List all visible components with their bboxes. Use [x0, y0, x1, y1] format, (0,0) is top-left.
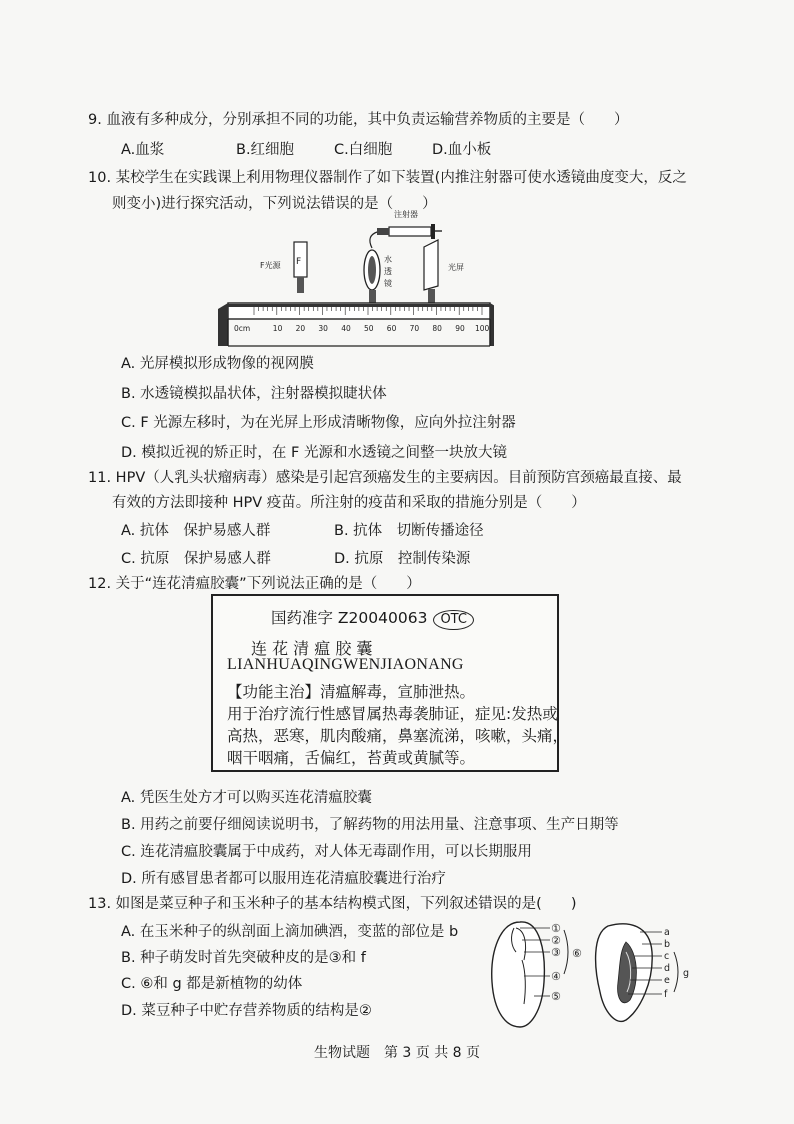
svg-text:水: 水 [384, 255, 392, 264]
bean-label-1: ① [551, 922, 561, 935]
ruler-tick-label: 10 [272, 324, 283, 333]
q10-option-d: D. 模拟近视的矫正时，在 F 光源和水透镜之间整一块放大镜 [121, 445, 507, 461]
q13-stem: 13. 如图是菜豆种子和玉米种子的基本结构模式图，下列叙述错误的是( ) [88, 896, 577, 912]
ruler-tick-label: 50 [364, 324, 374, 333]
function-line-4: 咽干咽痛，舌偏红，苔黄或黄腻等。 [227, 749, 476, 767]
q13-option-c: C. ⑥和 g 都是新植物的幼体 [121, 976, 303, 992]
q11-stem-line2: 有效的方法即接种 HPV 疫苗。所注射的疫苗和采取的措施分别是（ ） [112, 495, 586, 511]
q11-option-d: D. 抗原 控制传染源 [334, 551, 471, 567]
ruler-unit: 0cm [234, 324, 251, 333]
medicine-name-cn: 连 花 清 瘟 胶 囊 [251, 639, 373, 658]
syringe-label: 注射器 [394, 210, 418, 219]
bean-label-6: ⑥ [572, 947, 582, 960]
q10-stem-line1: 10. 某校学生在实践课上利用物理仪器制作了如下装置(内推注射器可使水透镜曲度变大，反之 [88, 170, 687, 186]
bean-label-4: ④ [551, 970, 561, 983]
q9-option-d: D.血小板 [432, 142, 492, 158]
function-line-2: 用于治疗流行性感冒属热毒袭肺证，症见:发热或 [227, 705, 558, 723]
q13-option-b: B. 种子萌发时首先突破种皮的是③和 f [121, 950, 366, 966]
q12-option-b: B. 用药之前要仔细阅读说明书，了解药物的用法用量、注意事项、生产日期等 [121, 817, 619, 833]
q12-option-d: D. 所有感冒患者都可以服用连花清瘟胶囊进行治疗 [121, 871, 446, 887]
medicine-label-box [211, 594, 569, 772]
ruler-tick-label: 80 [432, 324, 442, 333]
f-light-source [260, 242, 307, 293]
q10-option-b: B. 水透镜模拟晶状体，注射器模拟睫状体 [121, 386, 387, 402]
q12-option-c: C. 连花清瘟胶囊属于中成药，对人体无毒副作用，可以长期服用 [121, 844, 532, 860]
otc-badge: OTC [433, 610, 474, 630]
q11-option-c: C. 抗原 保护易感人群 [121, 551, 271, 567]
medicine-name-pinyin: LIANHUAQINGWENJIAONANG [227, 656, 464, 673]
corn-label-e: e [664, 975, 670, 986]
ruler-tick-label: 100 [475, 324, 490, 333]
q10-option-a: A. 光屏模拟形成物像的视网膜 [121, 356, 314, 372]
screen-label: 光屏 [448, 263, 464, 272]
q10-stem-line2: 则变小)进行探究活动，下列说法错误的是（ ） [112, 196, 437, 212]
function-line-1: 【功能主治】清瘟解毒，宣肺泄热。 [227, 683, 476, 701]
f-letter: F [296, 257, 302, 267]
svg-text:镜: 镜 [384, 279, 392, 288]
page-footer: 生物试题 第 3 页 共 8 页 [313, 1045, 481, 1061]
optics-bench-diagram [214, 200, 494, 350]
q13-option-d: D. 菜豆种子中贮存营养物质的结构是② [121, 1003, 372, 1019]
ruler-tick-label: 40 [341, 324, 351, 333]
water-lens [364, 250, 392, 304]
ruler-tick-label: 20 [295, 324, 306, 333]
corn-label-a: a [664, 927, 670, 938]
q9-option-a: A.血浆 [121, 142, 165, 158]
svg-text:透: 透 [384, 267, 392, 276]
syringe [370, 209, 442, 248]
function-line-3: 高热，恶寒，肌肉酸痛，鼻塞流涕，咳嗽，头痛， [227, 727, 569, 745]
corn-label-f: f [664, 989, 668, 1000]
approval-number: 国药准字 Z20040063 [271, 609, 428, 627]
q9-option-b: B.红细胞 [236, 142, 295, 158]
corn-label-d: d [664, 963, 671, 974]
bean-label-5: ⑤ [551, 990, 561, 1003]
q13-option-a: A. 在玉米种子的纵剖面上滴加碘酒，变蓝的部位是 b [121, 924, 459, 940]
bean-label-3: ③ [551, 946, 561, 959]
ruler-tick-label: 70 [409, 324, 420, 333]
f-source-label: F光源 [260, 261, 281, 270]
corn-label-g: g [683, 968, 690, 979]
ruler-tick-label: 30 [318, 324, 328, 333]
seed-structure-diagram [480, 912, 720, 1032]
ruler-tick-label: 90 [455, 324, 465, 333]
light-screen [424, 240, 464, 304]
q11-stem-line1: 11. HPV（人乳头状瘤病毒）感染是引起宫颈癌发生的主要病因。目前预防宫颈癌最直接、最 [88, 470, 682, 486]
q11-option-b: B. 抗体 切断传播途径 [334, 523, 484, 539]
corn-label-c: c [664, 951, 670, 962]
q12-stem: 12. 关于“连花清瘟胶囊”下列说法正确的是（ ） [88, 576, 421, 592]
corn-label-b: b [664, 939, 671, 950]
q12-option-a: A. 凭医生处方才可以购买连花清瘟胶囊 [121, 790, 372, 806]
q10-option-c: C. F 光源左移时，为在光屏上形成清晰物像，应向外拉注射器 [121, 415, 516, 431]
q9-stem: 9. 血液有多种成分，分别承担不同的功能，其中负责运输营养物质的主要是（ ） [88, 112, 629, 128]
bean-label-2: ② [551, 934, 561, 947]
q11-option-a: A. 抗体 保护易感人群 [121, 523, 271, 539]
optical-bench-ruler [218, 303, 494, 346]
ruler-tick-label: 60 [386, 324, 397, 333]
q9-option-c: C.白细胞 [334, 142, 393, 158]
